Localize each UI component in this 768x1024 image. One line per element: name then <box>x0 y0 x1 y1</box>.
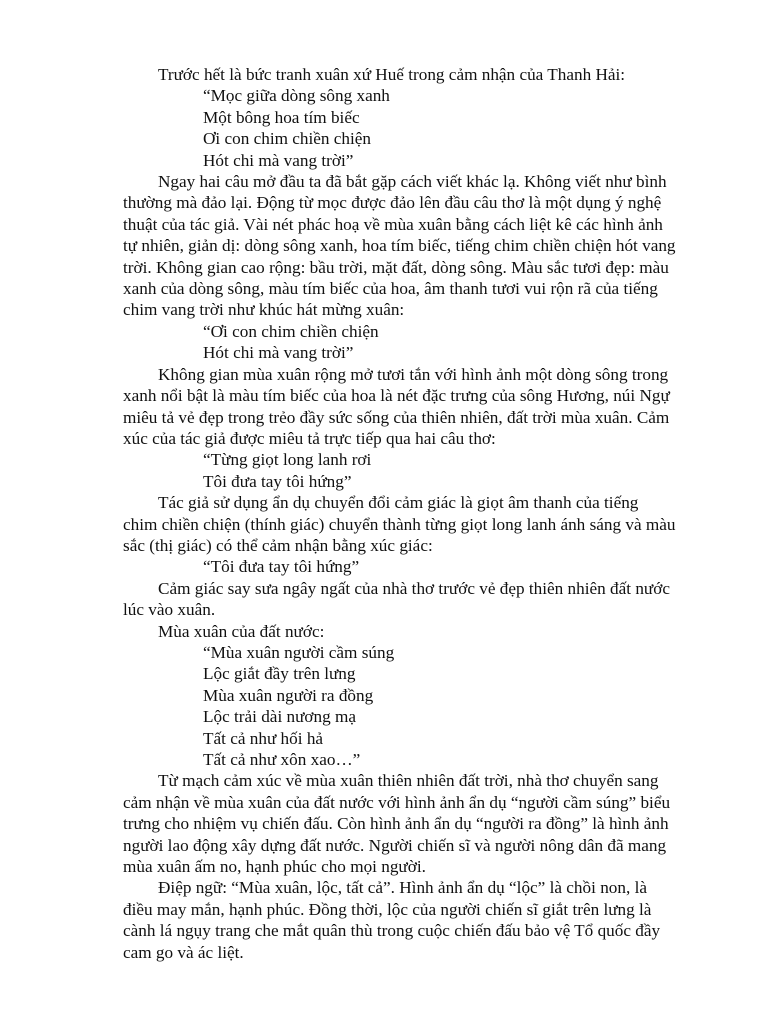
poem-line: Tôi đưa tay tôi hứng” <box>203 471 352 491</box>
text-line: trưng cho nhiệm vụ chiến đấu. Còn hình ảnh ẩn dụ “người ra đồng” là hình ảnh <box>123 814 669 834</box>
poem-line: “Tôi đưa tay tôi hứng” <box>203 557 360 577</box>
text-line: tự nhiên, giản dị: dòng sông xanh, hoa tím biếc, tiếng chim chiền chiện hót vang <box>123 236 676 256</box>
paragraph-first-line: Trước hết là bức tranh xuân xứ Huế trong cảm nhận của Thanh Hải: <box>158 65 626 84</box>
text-line: chim vang trời như khúc hát mừng xuân: <box>123 300 405 320</box>
poem-line: Lộc trải dài nương mạ <box>203 707 356 727</box>
poem-line: Một bông hoa tím biếc <box>203 107 360 127</box>
poem-line: “Mọc giữa dòng sông xanh <box>203 86 390 106</box>
text-line: cành lá ngụy trang che mắt quân thù trong cuộc chiến đấu bảo vệ Tổ quốc đầy <box>123 921 661 941</box>
text-line: cam go và ác liệt. <box>123 942 244 962</box>
text-line: miêu tả vẻ đẹp trong trẻo đầy sức sống của thiên nhiên, đất trời mùa xuân. Cảm <box>123 407 670 427</box>
poem-line: Ơi con chim chiền chiện <box>203 129 371 149</box>
poem-line: Tất cả như xôn xao…” <box>203 750 361 769</box>
text-line: xúc của tác giả được miêu tả trực tiếp qua hai câu thơ: <box>123 428 496 448</box>
paragraph-first-line: Mùa xuân của đất nước: <box>158 621 325 641</box>
poem-line: “Từng giọt long lanh rơi <box>203 450 372 470</box>
paragraph-first-line: Từ mạch cảm xúc về mùa xuân thiên nhiên đất trời, nhà thơ chuyển sang <box>158 771 659 791</box>
paragraph-first-line: Không gian mùa xuân rộng mở tươi tắn với hình ảnh một dòng sông trong <box>158 364 669 384</box>
text-line: trời. Không gian cao rộng: bầu trời, mặt đất, dòng sông. Màu sắc tươi đẹp: màu <box>123 257 669 277</box>
text-line: lúc vào xuân. <box>123 600 216 620</box>
text-line: mùa xuân ấm no, hạnh phúc cho mọi người. <box>123 857 426 877</box>
text-line: điều may mắn, hạnh phúc. Đồng thời, lộc của người chiến sĩ giắt trên lưng là <box>123 899 652 919</box>
text-line: thuật của tác giả. Vài nét phác hoạ về mùa xuân bằng cách liệt kê các hình ảnh <box>123 214 663 234</box>
text-line: sắc (thị giác) có thể cảm nhận bằng xúc giác: <box>123 535 433 555</box>
paragraph-first-line: Điệp ngữ: “Mùa xuân, lộc, tất cả”. Hình ảnh ẩn dụ “lộc” là chồi non, là <box>158 878 647 898</box>
paragraph-first-line: Tác giả sử dụng ẩn dụ chuyển đổi cảm giác là giọt âm thanh của tiếng <box>158 493 639 513</box>
poem-line: “Ơi con chim chiền chiện <box>203 321 379 341</box>
poem-line: Lộc giắt đầy trên lưng <box>203 664 356 684</box>
text-line: cảm nhận về mùa xuân của đất nước với hình ảnh ẩn dụ “người cầm súng” biểu <box>123 792 671 812</box>
poem-line: Tất cả như hối hả <box>203 728 324 748</box>
paragraph-first-line: Ngay hai câu mở đầu ta đã bắt gặp cách viết khác lạ. Không viết như bình <box>158 172 667 192</box>
poem-line: Mùa xuân người ra đồng <box>203 685 374 705</box>
poem-line: Hót chi mà vang trời” <box>203 343 354 363</box>
poem-line: Hót chi mà vang trời” <box>203 150 354 170</box>
text-line: người lao động xây dựng đất nước. Người chiến sĩ và người nông dân đã mang <box>123 835 667 855</box>
poem-line: “Mùa xuân người cầm súng <box>203 642 395 662</box>
text-line: xanh nổi bật là màu tím biếc của hoa là nét đặc trưng của sông Hương, núi Ngự <box>123 386 670 406</box>
text-line: thường mà đảo lại. Động từ mọc được đảo lên đầu câu thơ là một dụng ý nghệ <box>123 193 662 213</box>
text-line: chim chiền chiện (thính giác) chuyển thành từng giọt long lanh ánh sáng và màu <box>123 514 676 534</box>
document-body <box>123 64 723 963</box>
text-line: xanh của dòng sông, màu tím biếc của hoa, âm thanh tươi vui rộn rã của tiếng <box>123 279 658 299</box>
paragraph-first-line: Cảm giác say sưa ngây ngất của nhà thơ trước vẻ đẹp thiên nhiên đất nước <box>158 578 670 598</box>
